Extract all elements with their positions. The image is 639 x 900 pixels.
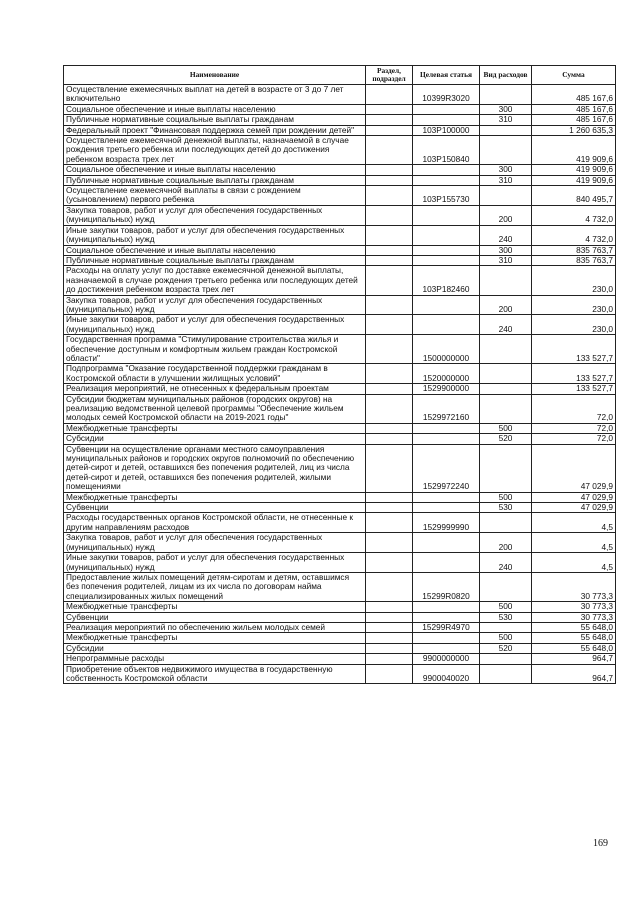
cell-section <box>366 104 413 114</box>
table-row <box>64 125 616 135</box>
cell-sum: 485 167,6 <box>532 85 616 105</box>
cell-target <box>413 225 480 245</box>
header-target: Целевая статья <box>413 66 480 85</box>
cell-target <box>413 503 480 513</box>
cell-target: 103P150840 <box>413 136 480 165</box>
cell-name: Межбюджетные трансферты <box>64 602 366 612</box>
cell-sum: 4,5 <box>532 553 616 573</box>
cell-sum: 30 773,3 <box>532 612 616 622</box>
budget-table-sheet <box>63 65 615 684</box>
cell-target <box>413 295 480 315</box>
table-row <box>64 136 616 165</box>
cell-name: Публичные нормативные социальные выплаты гражданам <box>64 115 366 125</box>
cell-target: 103P100000 <box>413 125 480 135</box>
cell-section <box>366 186 413 206</box>
cell-name: Социальное обеспечение и иные выплаты населению <box>64 165 366 175</box>
cell-target <box>413 533 480 553</box>
cell-target <box>413 104 480 114</box>
cell-name: Субсидии <box>64 434 366 444</box>
cell-target <box>413 315 480 335</box>
cell-name: Реализация мероприятий по обеспечению жильем молодых семей <box>64 622 366 632</box>
cell-section <box>366 136 413 165</box>
cell-name: Социальное обеспечение и иные выплаты населению <box>64 104 366 114</box>
table-row <box>64 654 616 664</box>
cell-expense <box>480 364 532 384</box>
cell-target <box>413 423 480 433</box>
cell-expense <box>480 444 532 492</box>
header-expense: Вид расходов <box>480 66 532 85</box>
table-row <box>64 295 616 315</box>
table-row <box>64 643 616 653</box>
table-row <box>64 622 616 632</box>
cell-expense: 200 <box>480 533 532 553</box>
cell-sum: 419 909,6 <box>532 175 616 185</box>
cell-target <box>413 434 480 444</box>
cell-target <box>413 602 480 612</box>
cell-section <box>366 553 413 573</box>
cell-section <box>366 255 413 265</box>
cell-name: Закупка товаров, работ и услуг для обеспечения государственных (муниципальных) нужд <box>64 205 366 225</box>
cell-expense <box>480 394 532 423</box>
table-body <box>64 85 616 684</box>
table-row <box>64 423 616 433</box>
cell-name: Иные закупки товаров, работ и услуг для обеспечения государственных (муниципальных) нужд <box>64 553 366 573</box>
cell-target <box>413 165 480 175</box>
cell-section <box>366 434 413 444</box>
cell-sum: 835 763,7 <box>532 255 616 265</box>
cell-section <box>366 125 413 135</box>
header-section: Раздел, подраздел <box>366 66 413 85</box>
table-row <box>64 315 616 335</box>
cell-name: Межбюджетные трансферты <box>64 492 366 502</box>
cell-name: Субсидии <box>64 643 366 653</box>
cell-target: 1529900000 <box>413 384 480 394</box>
cell-expense <box>480 125 532 135</box>
cell-sum: 840 495,7 <box>532 186 616 206</box>
cell-name: Иные закупки товаров, работ и услуг для обеспечения государственных (муниципальных) нужд <box>64 315 366 335</box>
cell-section <box>366 175 413 185</box>
cell-target: 15299R0820 <box>413 572 480 601</box>
cell-expense <box>480 654 532 664</box>
cell-expense: 310 <box>480 255 532 265</box>
cell-target: 103P182460 <box>413 266 480 295</box>
cell-target: 9900000000 <box>413 654 480 664</box>
cell-expense <box>480 136 532 165</box>
cell-name: Осуществление ежемесячной денежной выплаты, назначаемой в случае рождения третьего ребенка или последующих детей до достижения ребенком возраста трех лет <box>64 136 366 165</box>
cell-sum: 4 732,0 <box>532 205 616 225</box>
table-row <box>64 175 616 185</box>
table-row <box>64 513 616 533</box>
cell-expense: 530 <box>480 503 532 513</box>
cell-expense: 300 <box>480 245 532 255</box>
cell-section <box>366 225 413 245</box>
cell-expense: 500 <box>480 602 532 612</box>
cell-target <box>413 553 480 573</box>
cell-name: Субвенции <box>64 503 366 513</box>
table-row <box>64 553 616 573</box>
cell-section <box>366 245 413 255</box>
table-row <box>64 492 616 502</box>
table-row <box>64 602 616 612</box>
cell-sum: 230,0 <box>532 315 616 335</box>
cell-sum: 47 029,9 <box>532 492 616 502</box>
cell-expense <box>480 266 532 295</box>
cell-expense: 500 <box>480 633 532 643</box>
cell-sum: 964,7 <box>532 654 616 664</box>
cell-expense <box>480 186 532 206</box>
cell-name: Приобретение объектов недвижимого имущества в государственную собственность Костромской области <box>64 664 366 684</box>
cell-sum: 230,0 <box>532 295 616 315</box>
cell-target <box>413 643 480 653</box>
table-row <box>64 434 616 444</box>
cell-target <box>413 633 480 643</box>
cell-name: Иные закупки товаров, работ и услуг для обеспечения государственных (муниципальных) нужд <box>64 225 366 245</box>
cell-target <box>413 492 480 502</box>
cell-sum: 4,5 <box>532 513 616 533</box>
cell-sum: 835 763,7 <box>532 245 616 255</box>
cell-section <box>366 165 413 175</box>
cell-expense: 530 <box>480 612 532 622</box>
cell-section <box>366 384 413 394</box>
cell-name: Публичные нормативные социальные выплаты гражданам <box>64 255 366 265</box>
cell-section <box>366 85 413 105</box>
cell-section <box>366 513 413 533</box>
cell-name: Реализация мероприятий, не отнесенных к федеральным проектам <box>64 384 366 394</box>
table-row <box>64 612 616 622</box>
table-row <box>64 266 616 295</box>
table-row <box>64 165 616 175</box>
cell-expense: 310 <box>480 175 532 185</box>
cell-name: Предоставление жилых помещений детям-сиротам и детям, оставшимся без попечения родителей, лицам из их числа по договорам найма специализированных жилых помещений <box>64 572 366 601</box>
table-row <box>64 335 616 364</box>
cell-name: Государственная программа "Стимулирование строительства жилья и обеспечение доступным и комфортным жильем граждан Костромской области" <box>64 335 366 364</box>
table-row <box>64 664 616 684</box>
cell-sum: 1 260 635,3 <box>532 125 616 135</box>
cell-section <box>366 394 413 423</box>
cell-sum: 47 029,9 <box>532 503 616 513</box>
page-number: 169 <box>593 838 608 849</box>
cell-expense <box>480 664 532 684</box>
cell-sum: 419 909,6 <box>532 136 616 165</box>
cell-section <box>366 364 413 384</box>
cell-sum: 30 773,3 <box>532 572 616 601</box>
cell-expense <box>480 513 532 533</box>
cell-name: Подпрограмма "Оказание государственной поддержки гражданам в Костромской области в улучшении жилищных условий" <box>64 364 366 384</box>
cell-name: Расходы государственных органов Костромской области, не отнесенные к другим направлениям расходов <box>64 513 366 533</box>
cell-expense: 500 <box>480 423 532 433</box>
cell-section <box>366 533 413 553</box>
cell-expense: 300 <box>480 104 532 114</box>
cell-section <box>366 205 413 225</box>
cell-section <box>366 444 413 492</box>
cell-section <box>366 115 413 125</box>
cell-section <box>366 266 413 295</box>
cell-target <box>413 255 480 265</box>
cell-expense <box>480 335 532 364</box>
cell-section <box>366 492 413 502</box>
table-row <box>64 633 616 643</box>
cell-name: Закупка товаров, работ и услуг для обеспечения государственных (муниципальных) нужд <box>64 533 366 553</box>
cell-sum: 72,0 <box>532 434 616 444</box>
cell-sum: 47 029,9 <box>532 444 616 492</box>
cell-sum: 55 648,0 <box>532 633 616 643</box>
cell-section <box>366 572 413 601</box>
table-row <box>64 245 616 255</box>
cell-target: 9900040020 <box>413 664 480 684</box>
cell-expense <box>480 384 532 394</box>
table-row <box>64 503 616 513</box>
cell-target <box>413 245 480 255</box>
table-row <box>64 186 616 206</box>
cell-sum: 133 527,7 <box>532 364 616 384</box>
cell-name: Публичные нормативные социальные выплаты гражданам <box>64 175 366 185</box>
cell-sum: 72,0 <box>532 423 616 433</box>
cell-sum: 964,7 <box>532 664 616 684</box>
cell-sum: 30 773,3 <box>532 602 616 612</box>
table-row <box>64 384 616 394</box>
cell-name: Межбюджетные трансферты <box>64 423 366 433</box>
budget-table <box>63 65 616 684</box>
header-name: Наименование <box>64 66 366 85</box>
table-row <box>64 104 616 114</box>
table-row <box>64 394 616 423</box>
cell-section <box>366 664 413 684</box>
cell-expense: 200 <box>480 295 532 315</box>
cell-target <box>413 612 480 622</box>
cell-name: Субвенции на осуществление органами местного самоуправления муниципальных районов и городских округов полномочий по обеспечению детей-сирот и детей, оставшихся без попечения родителей, лиц из числа детей-сирот и детей, оставшихся без попечения родителей, жилыми помещениями <box>64 444 366 492</box>
cell-expense <box>480 622 532 632</box>
cell-target: 1529972160 <box>413 394 480 423</box>
cell-section <box>366 295 413 315</box>
table-row <box>64 364 616 384</box>
table-row <box>64 225 616 245</box>
cell-expense: 240 <box>480 225 532 245</box>
cell-expense <box>480 572 532 601</box>
table-row <box>64 85 616 105</box>
cell-name: Непрограммные расходы <box>64 654 366 664</box>
table-row <box>64 533 616 553</box>
cell-name: Межбюджетные трансферты <box>64 633 366 643</box>
cell-expense: 300 <box>480 165 532 175</box>
cell-section <box>366 612 413 622</box>
cell-target: 10399R3020 <box>413 85 480 105</box>
cell-expense: 240 <box>480 553 532 573</box>
cell-target: 15299R4970 <box>413 622 480 632</box>
table-header-row <box>64 66 616 85</box>
cell-target <box>413 175 480 185</box>
cell-sum: 485 167,6 <box>532 104 616 114</box>
cell-target: 1529999990 <box>413 513 480 533</box>
cell-target: 1529972240 <box>413 444 480 492</box>
cell-section <box>366 643 413 653</box>
cell-target: 1520000000 <box>413 364 480 384</box>
table-row <box>64 115 616 125</box>
table-row <box>64 572 616 601</box>
cell-section <box>366 315 413 335</box>
cell-expense: 200 <box>480 205 532 225</box>
cell-section <box>366 423 413 433</box>
cell-sum: 133 527,7 <box>532 384 616 394</box>
cell-section <box>366 503 413 513</box>
cell-name: Федеральный проект "Финансовая поддержка семей при рождении детей" <box>64 125 366 135</box>
cell-expense: 240 <box>480 315 532 335</box>
cell-target: 1500000000 <box>413 335 480 364</box>
cell-target: 103P155730 <box>413 186 480 206</box>
cell-name: Закупка товаров, работ и услуг для обеспечения государственных (муниципальных) нужд <box>64 295 366 315</box>
cell-name: Осуществление ежемесячных выплат на детей в возрасте от 3 до 7 лет включительно <box>64 85 366 105</box>
table-row <box>64 255 616 265</box>
table-row <box>64 444 616 492</box>
cell-section <box>366 602 413 612</box>
cell-expense: 310 <box>480 115 532 125</box>
cell-expense: 520 <box>480 643 532 653</box>
cell-name: Социальное обеспечение и иные выплаты населению <box>64 245 366 255</box>
cell-expense <box>480 85 532 105</box>
cell-name: Расходы на оплату услуг по доставке ежемесячной денежной выплаты, назначаемой в случае рождения третьего ребенка или последующих детей до достижения ребенком возраста трех лет <box>64 266 366 295</box>
cell-sum: 419 909,6 <box>532 165 616 175</box>
cell-sum: 72,0 <box>532 394 616 423</box>
cell-sum: 55 648,0 <box>532 622 616 632</box>
table-row <box>64 205 616 225</box>
cell-target <box>413 205 480 225</box>
cell-name: Осуществление ежемесячной выплаты в связи с рождением (усыновлением) первого ребенка <box>64 186 366 206</box>
cell-expense: 520 <box>480 434 532 444</box>
cell-sum: 4 732,0 <box>532 225 616 245</box>
cell-section <box>366 335 413 364</box>
cell-sum: 55 648,0 <box>532 643 616 653</box>
cell-section <box>366 622 413 632</box>
cell-section <box>366 654 413 664</box>
cell-expense: 500 <box>480 492 532 502</box>
cell-sum: 4,5 <box>532 533 616 553</box>
cell-sum: 485 167,6 <box>532 115 616 125</box>
cell-name: Субсидии бюджетам муниципальных районов (городских округов) на реализацию ведомственной целевой программы "Обеспечение жильем молодых семей Костромской области на 2019-2021 годы" <box>64 394 366 423</box>
cell-sum: 133 527,7 <box>532 335 616 364</box>
cell-name: Субвенции <box>64 612 366 622</box>
cell-sum: 230,0 <box>532 266 616 295</box>
cell-target <box>413 115 480 125</box>
cell-section <box>366 633 413 643</box>
header-sum: Сумма <box>532 66 616 85</box>
